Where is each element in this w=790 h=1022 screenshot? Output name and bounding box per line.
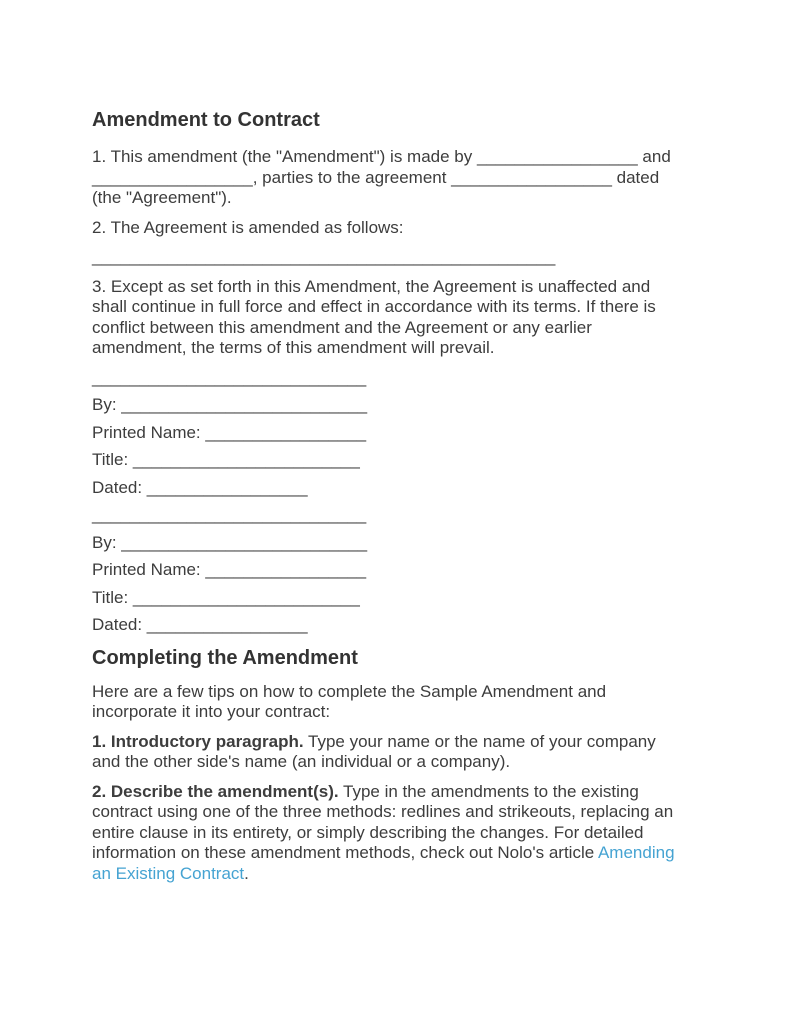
dated-line: Dated: _________________ [92, 615, 308, 634]
by-line: By: __________________________ [92, 395, 368, 414]
tip-2-lead: 2. Describe the amendment(s). [92, 781, 339, 801]
signature-line: _____________________________ [92, 505, 367, 524]
clause-3-effect: 3. Except as set forth in this Amendment, the Agreement is unaffected and shall continue in full force and effect in accordance with its terms. If there is conflict between this amendment and the Agreement or any earlier amendment, the terms of this amendment will prevail. [92, 276, 656, 357]
tip-2-body-end: . [244, 863, 249, 883]
tips-intro: Here are a few tips on how to complete the Sample Amendment and incorporate it into your contract: [92, 681, 607, 721]
dated-line: Dated: _________________ [92, 477, 308, 497]
signature-block-1 [92, 368, 684, 499]
clause-1-parties: 1. This amendment (the "Amendment") is made by _________________ and _________________, parties to the agreement _________________ dated (the "Agreement"). [92, 147, 671, 207]
clause-2-amended-as-follows: 2. The Agreement is amended as follows: [92, 217, 404, 237]
tip-introductory-paragraph [92, 732, 684, 773]
printed-name-line: Printed Name: _________________ [92, 422, 367, 442]
tip-1-body: Type your name or the name of your company and the other side's name (an individual or a company). [92, 731, 656, 771]
amendment-fill-in-line: _________________________________________________ [92, 247, 556, 266]
amending-existing-contract-link[interactable]: Amending an Existing Contract [92, 843, 675, 883]
tip-2-body: Type in the amendments to the existing contract using one of the three methods: redlines and strikeouts, replacing an entire clause in its entirety, or simply describing the changes. For detailed information on these amendment methods, check out Nolo's article [92, 781, 674, 862]
document-title: Amendment to Contract [92, 109, 320, 131]
signature-block-2 [92, 505, 684, 636]
printed-name-line: Printed Name: _________________ [92, 560, 367, 579]
title-line: Title: ________________________ [92, 587, 360, 607]
tip-describe-amendments [92, 782, 684, 885]
by-line: By: __________________________ [92, 532, 368, 552]
signature-line: _____________________________ [92, 367, 367, 387]
title-line: Title: ________________________ [92, 450, 360, 469]
tip-1-lead: 1. Introductory paragraph. [92, 731, 304, 751]
section-heading-completing-the-amendment: Completing the Amendment [92, 646, 358, 669]
document-content [92, 108, 684, 884]
